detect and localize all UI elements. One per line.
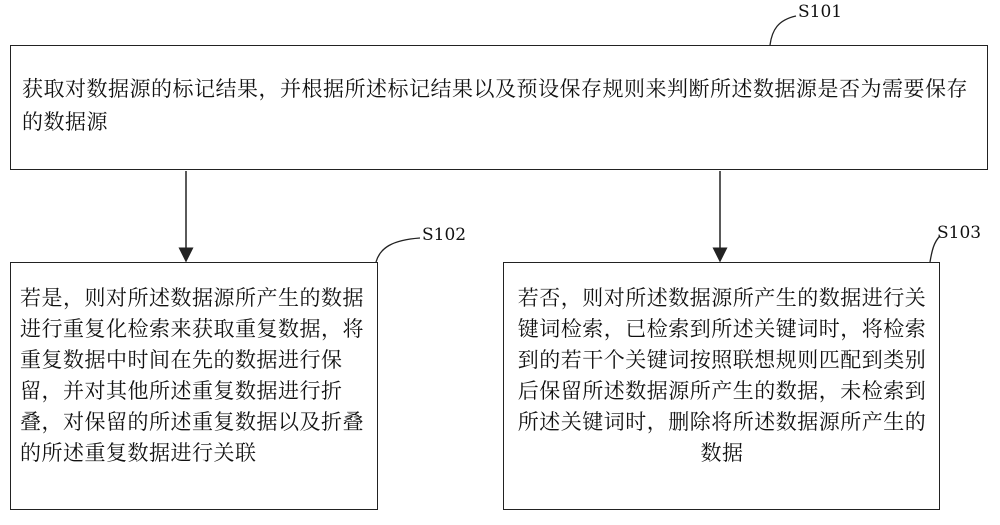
step-s101-text: 获取对数据源的标记结果，并根据所述标记结果以及预设保存规则来判断所述数据源是否为需要保存的数据源 — [22, 77, 968, 134]
step-s103-label: S103 — [937, 223, 982, 243]
step-s101-label: S101 — [798, 2, 843, 22]
leader-s101 — [770, 16, 796, 45]
step-s102-text: 若是，则对所述数据源所产生的数据进行重复化检索来获取重复数据，将重复数据中时间在先的数据进行保留，并对其他所述重复数据进行折叠，对保留的所述重复数据以及折叠的所述重复数据进行关联 — [20, 286, 364, 465]
step-s102-label: S102 — [422, 225, 467, 245]
leader-s102 — [376, 238, 420, 262]
step-s103-text: 若否，则对所述数据源所产生的数据进行关键词检索，已检索到所述关键词时，将检索到的若干个关键词按照联想规则匹配到类别后保留所述数据源所产生的数据，未检索到所述关键词时，删除将所述数据源所产生的数据 — [517, 286, 927, 465]
